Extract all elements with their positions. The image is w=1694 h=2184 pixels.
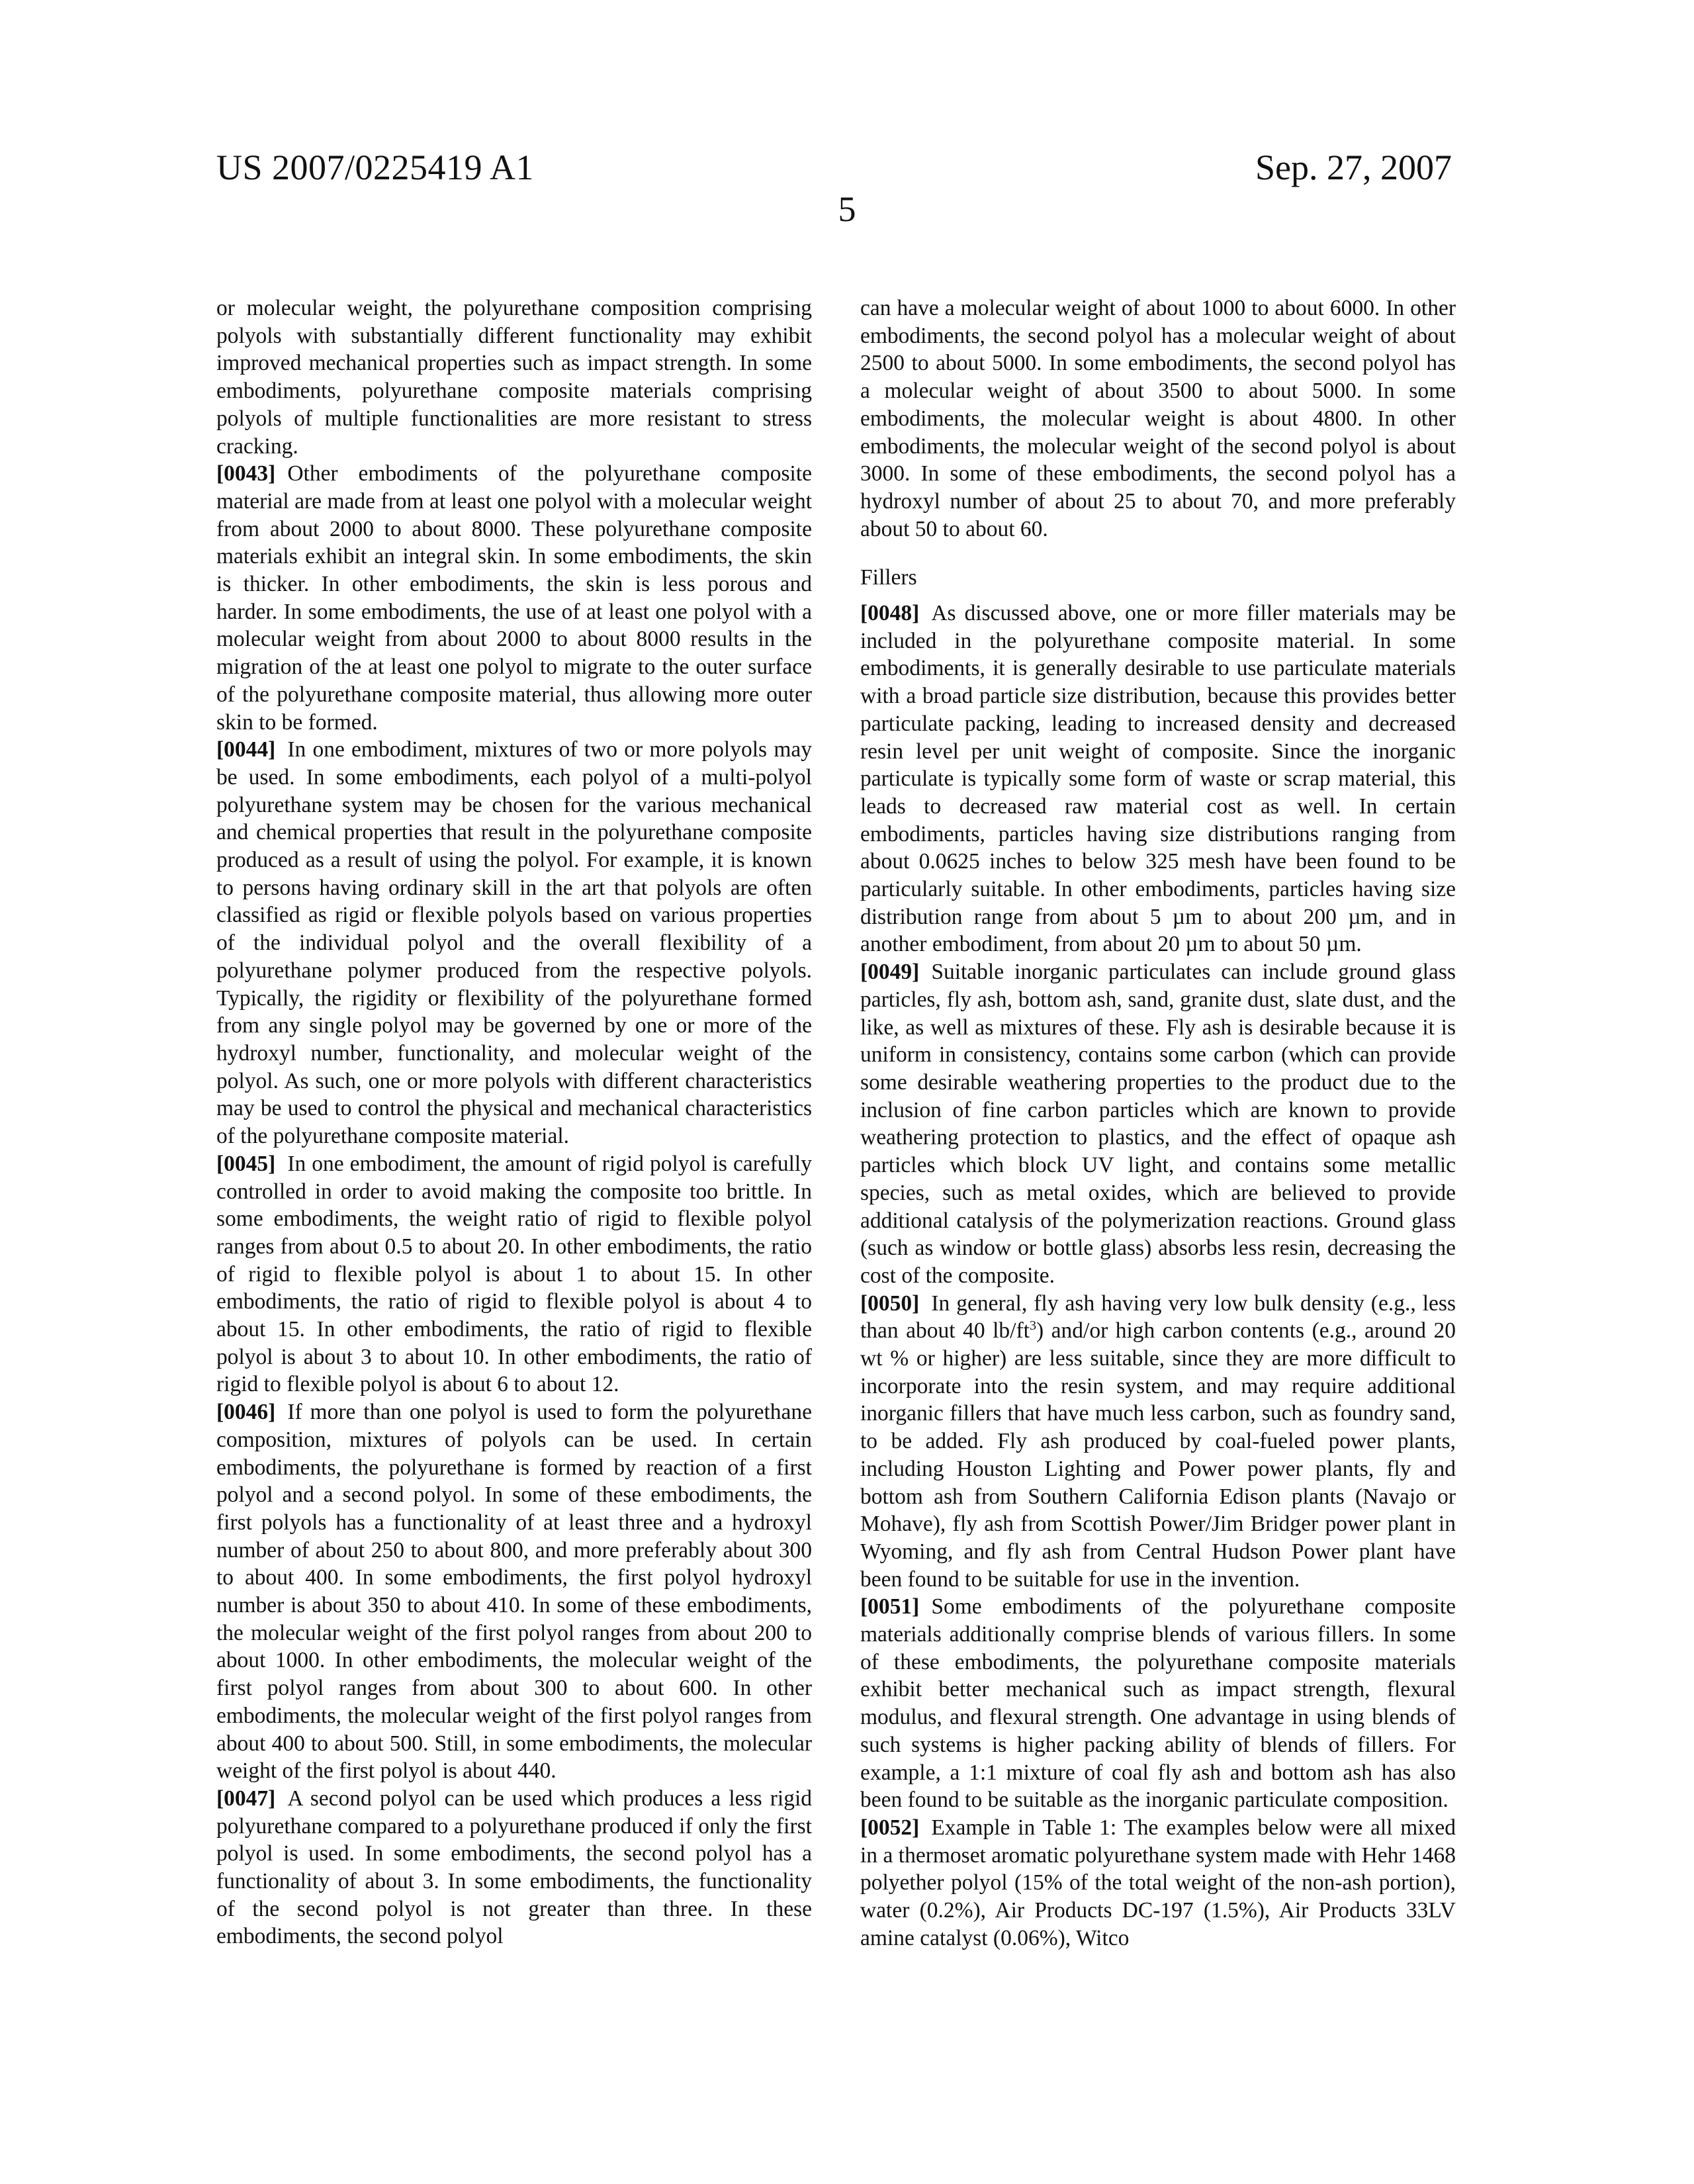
paragraph-text: Other embodiments of the polyurethane composite material are made from at least one polyol with a molecular weight from about 2000 to about 8000. These polyurethane composite materials exhibit an integral skin. In some embodiments, the skin is thicker. In other embodiments, the skin is less porous and harder. In some embodiments, the use of at least one polyol with a molecular weight from about 2000 to about 8000 results in the migration of the at least one polyol to migrate to the outer surface of the polyurethane composite material, thus allowing more outer skin to be formed. bbox=[216, 461, 812, 734]
paragraph-0047 bbox=[216, 1785, 812, 1950]
paragraph-number: [0043] bbox=[216, 461, 275, 486]
paragraph-text: Suitable inorganic particulates can include ground glass particles, fly ash, bottom ash, sand, granite dust, slate dust, and the like, as well as mixtures of these. Fly ash is desirable because it is uniform in consistency, contains some carbon (which can provide some desirable weathering properties to the product due to the inclusion of fine carbon particles which are known to provide weathering protection to plastics, and the effect of opaque ash particles which block UV light, and contains some metallic species, such as metal oxides, which are believed to provide additional catalysis of the polymerization reactions. Ground glass (such as window or bottle glass) absorbs less resin, decreasing the cost of the composite. bbox=[860, 960, 1456, 1288]
publication-date: Sep. 27, 2007 bbox=[1255, 147, 1452, 188]
page-number: 5 bbox=[0, 189, 1694, 230]
right-column bbox=[860, 295, 1456, 1952]
paragraph-0048 bbox=[860, 600, 1456, 958]
section-heading-fillers: Fillers bbox=[860, 564, 1456, 592]
paragraph-number: [0050] bbox=[860, 1291, 919, 1316]
spacer bbox=[860, 543, 1456, 559]
patent-number: US 2007/0225419 A1 bbox=[216, 147, 534, 188]
paragraph-text: If more than one polyol is used to form the polyurethane composition, mixtures of polyols can be used. In certain embodiments, the polyurethane is formed by reaction of a first polyol and a second polyol. In some of these embodiments, the first polyols has a functionality of at least three and a hydroxyl number of about 250 to about 800, and more preferably about 300 to about 400. In some embodiments, the first polyol hydroxyl number is about 350 to about 410. In some of these embodiments, the molecular weight of the first polyol ranges from about 200 to about 1000. In other embodiments, the molecular weight of the first polyol ranges from about 300 to about 600. In other embodiments, the molecular weight of the first polyol ranges from about 400 to about 500. Still, in some embodiments, the molecular weight of the first polyol is about 440. bbox=[216, 1400, 812, 1783]
paragraph-0046 bbox=[216, 1398, 812, 1785]
paragraph-continuation: can have a molecular weight of about 1000 to about 6000. In other embodiments, the second polyol has a molecular weight of about 2500 to about 5000. In some embodiments, the second polyol has a molecular weight of about 3500 to about 5000. In some embodiments, the molecular weight is about 4800. In other embodiments, the molecular weight of the second polyol is about 3000. In some of these embodiments, the second polyol has a hydroxyl number of about 25 to about 70, and more preferably about 50 to about 60. bbox=[860, 295, 1456, 543]
paragraph-number: [0046] bbox=[216, 1400, 275, 1424]
paragraph-number: [0051] bbox=[860, 1594, 919, 1619]
paragraph-number: [0045] bbox=[216, 1152, 275, 1176]
paragraph-0044 bbox=[216, 736, 812, 1150]
paragraph-text: A second polyol can be used which produces a less rigid polyurethane compared to a polyurethane produced if only the first polyol is used. In some embodiments, the second polyol has a functionality of about 3. In some embodiments, the functionality of the second polyol is not greater than three. In these embodiments, the second polyol bbox=[216, 1786, 812, 1949]
paragraph-number: [0049] bbox=[860, 960, 919, 984]
patent-page bbox=[0, 0, 1694, 2184]
superscript: 3 bbox=[1030, 1318, 1036, 1333]
paragraph-text: Example in Table 1: The examples below were all mixed in a thermoset aromatic polyurethane system made with Hehr 1468 polyether polyol (15% of the total weight of the non-ash portion), water (0.2%), Air Products DC-197 (1.5%), Air Products 33LV amine catalyst (0.06%), Witco bbox=[860, 1815, 1456, 1950]
paragraph-0043 bbox=[216, 460, 812, 736]
paragraph-text: Some embodiments of the polyurethane composite materials additionally comprise blends of various fillers. In some of these embodiments, the polyurethane composite materials exhibit better mechanical such as impact strength, flexural modulus, and flexural strength. One advantage in using blends of such systems is higher packing ability of blends of fillers. For example, a 1:1 mixture of coal fly ash and bottom ash has also been found to be suitable as the inorganic particulate composition. bbox=[860, 1594, 1456, 1812]
paragraph-0051 bbox=[860, 1593, 1456, 1814]
paragraph-number: [0052] bbox=[860, 1815, 919, 1840]
paragraph-number: [0048] bbox=[860, 601, 919, 625]
paragraph-0050 bbox=[860, 1290, 1456, 1594]
paragraph-0052 bbox=[860, 1814, 1456, 1952]
paragraph-text: ) and/or high carbon contents (e.g., around 20 wt % or higher) are less suitable, since they are more difficult to incorporate into the resin system, and may require additional inorganic fillers that have much less carbon, such as foundry sand, to be added. Fly ash produced by coal-fueled power plants, including Houston Lighting and Power power plants, fly and bottom ash from Southern California Edison plants (Navajo or Mohave), fly ash from Scottish Power/Jim Bridger power plant in Wyoming, and fly ash from Central Hudson Power plant have been found to be suitable for use in the invention. bbox=[860, 1318, 1456, 1591]
left-column bbox=[216, 295, 812, 1950]
paragraph-0045 bbox=[216, 1150, 812, 1398]
paragraph-continuation: or molecular weight, the polyurethane composition comprising polyols with substantially different functionality may exhibit improved mechanical properties such as impact strength. In some embodiments, polyurethane composite materials comprising polyols of multiple functionalities are more resistant to stress cracking. bbox=[216, 295, 812, 460]
paragraph-number: [0047] bbox=[216, 1786, 275, 1811]
paragraph-text: As discussed above, one or more filler materials may be included in the polyurethane composite material. In some embodiments, it is generally desirable to use particulate materials with a broad particle size distribution, because this provides better particulate packing, leading to increased density and decreased resin level per unit weight of composite. Since the inorganic particulate is typically some form of waste or scrap material, this leads to decreased raw material cost as well. In certain embodiments, particles having size distributions ranging from about 0.0625 inches to below 325 mesh have been found to be particularly suitable. In other embodiments, particles having size distribution range from about 5 µm to about 200 µm, and in another embodiment, from about 20 µm to about 50 µm. bbox=[860, 601, 1456, 956]
paragraph-text: In one embodiment, the amount of rigid polyol is carefully controlled in order to avoid making the composite too brittle. In some embodiments, the weight ratio of rigid to flexible polyol ranges from about 0.5 to about 20. In other embodiments, the ratio of rigid to flexible polyol is about 1 to about 15. In other embodiments, the ratio of rigid to flexible polyol is about 4 to about 15. In other embodiments, the ratio of rigid to flexible polyol is about 3 to about 10. In other embodiments, the ratio of rigid to flexible polyol is about 6 to about 12. bbox=[216, 1152, 812, 1397]
paragraph-text: In general, fly ash having very low bulk density (e.g., less than about 40 lb/ft bbox=[860, 1291, 1456, 1343]
paragraph-number: [0044] bbox=[216, 737, 275, 762]
paragraph-text: In one embodiment, mixtures of two or more polyols may be used. In some embodiments, each polyol of a multi-polyol polyurethane system may be chosen for the various mechanical and chemical properties that result in the polyurethane composite produced as a result of using the polyol. For example, it is known to persons having ordinary skill in the art that polyols are often classified as rigid or flexible polyols based on various properties of the individual polyol and the overall flexibility of a polyurethane polymer produced from the respective polyols. Typically, the rigidity or flexibility of the polyurethane formed from any single polyol may be governed by one or more of the hydroxyl number, functionality, and molecular weight of the polyol. As such, one or more polyols with different characteristics may be used to control the physical and mechanical characteristics of the polyurethane composite material. bbox=[216, 737, 812, 1148]
paragraph-0049 bbox=[860, 958, 1456, 1289]
